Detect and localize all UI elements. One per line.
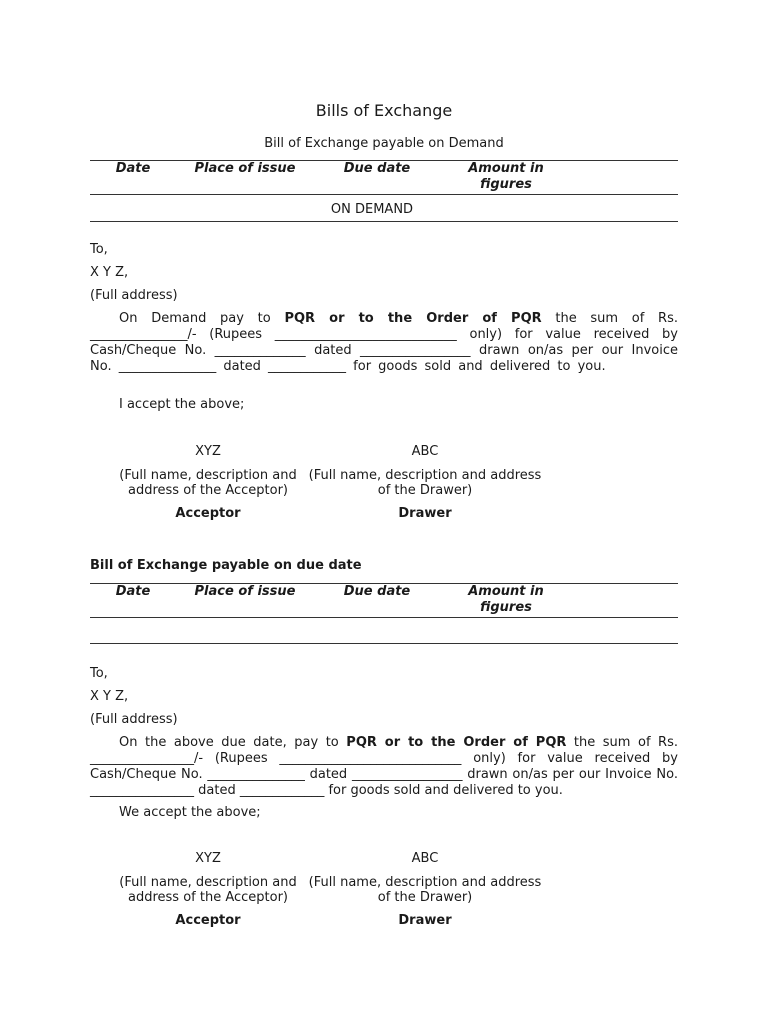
section1-acceptor-name: XYZ bbox=[195, 444, 221, 459]
section2-col-amount-line1: Amount in bbox=[468, 584, 544, 599]
section2-drawer-label: Drawer bbox=[398, 912, 452, 928]
section2-col-due: Due date bbox=[343, 584, 411, 599]
section1-table-header-rule bbox=[90, 194, 678, 195]
section2-body-post: the sum of Rs. ________________/- (Rupees ____________________________ only) for value received by Cash/Cheque No. _______________ dated _________________ drawn on/as per our Invoice No. ________________ dated _____________ for goods sold and delivered to you. bbox=[90, 735, 678, 798]
section2-col-amount bbox=[455, 584, 557, 616]
section2-acceptor-label: Acceptor bbox=[175, 912, 241, 928]
section2-payee: PQR or to the Order of PQR bbox=[346, 735, 567, 750]
section1-acceptance: I accept the above; bbox=[119, 397, 245, 412]
section1-full-address: (Full address) bbox=[90, 288, 178, 303]
section2-acceptor-desc-2: address of the Acceptor) bbox=[127, 890, 288, 905]
section1-col-amount bbox=[455, 161, 557, 193]
section1-col-amount-line1: Amount in bbox=[468, 161, 544, 176]
section1-col-date: Date bbox=[115, 161, 151, 176]
section2-col-date: Date bbox=[115, 584, 151, 599]
section2-full-address: (Full address) bbox=[90, 712, 178, 727]
section1-drawer-desc-1: (Full name, description and address bbox=[308, 467, 542, 483]
section1-payee: PQR or to the Order of PQR bbox=[284, 311, 542, 326]
section1-drawer-name: ABC bbox=[411, 444, 439, 459]
section1-addressee: X Y Z, bbox=[90, 265, 129, 280]
section2-to: To, bbox=[90, 666, 108, 681]
section2-drawer-name: ABC bbox=[411, 851, 439, 866]
section2-table-bottom-rule bbox=[90, 643, 678, 644]
section1-col-due: Due date bbox=[343, 161, 411, 176]
section1-table-bottom-rule bbox=[90, 221, 678, 222]
document-title: Bills of Exchange bbox=[315, 101, 453, 120]
section2-acceptor-name: XYZ bbox=[195, 851, 221, 866]
section1-to: To, bbox=[90, 242, 108, 257]
section1-heading: Bill of Exchange payable on Demand bbox=[264, 136, 504, 151]
section2-acceptor-block bbox=[108, 851, 308, 928]
section2-drawer-desc-2: of the Drawer) bbox=[377, 890, 473, 905]
section2-heading: Bill of Exchange payable on due date bbox=[90, 558, 362, 573]
section2-body-paragraph bbox=[90, 735, 678, 799]
section1-acceptor-block bbox=[108, 444, 308, 521]
section1-acceptor-desc-1: (Full name, description and bbox=[119, 467, 297, 483]
section2-acceptance: We accept the above; bbox=[119, 805, 261, 820]
section2-table-header-rule bbox=[90, 617, 678, 618]
section1-acceptor-label: Acceptor bbox=[175, 505, 241, 521]
section2-col-amount-line2: figures bbox=[480, 600, 532, 615]
section1-body-paragraph bbox=[90, 311, 678, 375]
section2-drawer-block bbox=[300, 851, 550, 928]
section1-due-value: ON DEMAND bbox=[330, 202, 414, 217]
section1-drawer-label: Drawer bbox=[398, 505, 452, 521]
section1-body-pre: On Demand pay to bbox=[119, 311, 285, 326]
section2-col-place: Place of issue bbox=[194, 584, 296, 599]
section1-body-post: the sum of Rs. _______________/- (Rupees ____________________________ only) for value received by Cash/Cheque No. ______________ dated _________________ drawn on/as per our Invoice No. _______________ dated ____________ for goods sold and delivered to you. bbox=[90, 311, 678, 374]
section1-acceptor-desc-2: address of the Acceptor) bbox=[127, 483, 288, 498]
section1-drawer-block bbox=[300, 444, 550, 521]
section1-drawer-desc-2: of the Drawer) bbox=[377, 483, 473, 498]
section1-col-place: Place of issue bbox=[194, 161, 296, 176]
section2-acceptor-desc-1: (Full name, description and bbox=[119, 874, 297, 890]
section1-col-amount-line2: figures bbox=[480, 177, 532, 192]
section2-drawer-desc-1: (Full name, description and address bbox=[308, 874, 542, 890]
section2-body-pre: On the above due date, pay to bbox=[119, 735, 347, 750]
section2-addressee: X Y Z, bbox=[90, 689, 129, 704]
